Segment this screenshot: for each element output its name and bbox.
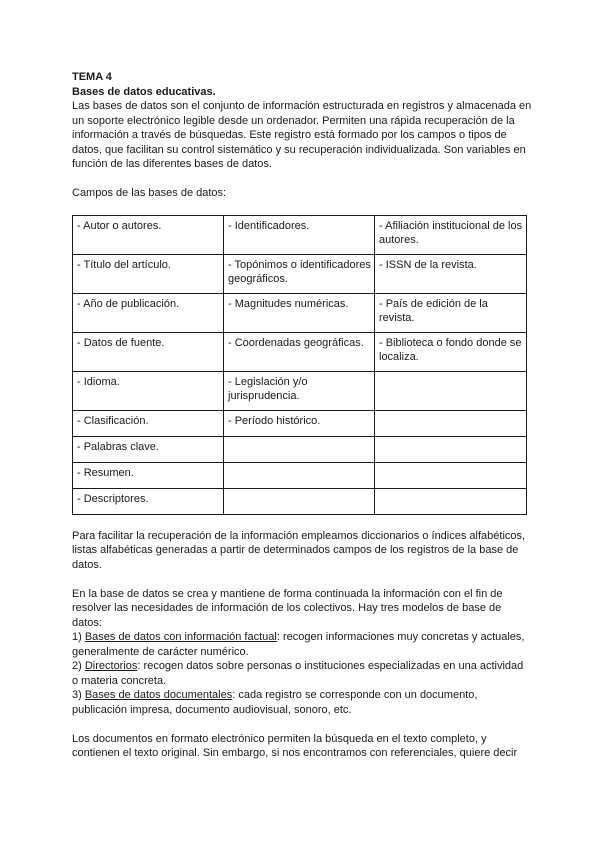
table-row — [73, 293, 527, 332]
table-row — [73, 436, 527, 462]
table-row — [73, 254, 527, 293]
fields-table — [72, 215, 527, 515]
model-name: Bases de datos documentales — [84, 689, 233, 701]
table-cell — [224, 436, 375, 462]
section-number: TEMA 4 — [72, 71, 112, 83]
intro-paragraph: Las bases de datos son el conjunto de información estructurada en registros y almacenada en un soporte electrónico legible desde un ordenador. Permiten una rápida recuperación de la información a través de búsquedas. Este registro está formado por los campos o tipos de datos, que facilitan su control sistemático y su recuperación individualizada. Son variables en función de las diferentes bases de datos. — [72, 100, 532, 170]
table-cell — [375, 371, 527, 410]
table-cell — [224, 488, 375, 514]
model-name: Directorios — [84, 660, 138, 672]
table-cell — [375, 488, 527, 514]
table-cell: - Período histórico. — [224, 410, 375, 436]
table-cell: - ISSN de la revista. — [375, 254, 527, 293]
table-cell — [375, 462, 527, 488]
final-paragraph: Los documentos en formato electrónico permiten la búsqueda en el texto completo, y contienen el texto original. Sin embargo, si nos encontramos con referenciales, quiere decir — [72, 732, 518, 759]
model-description: : cada registro se corresponde con un documento, publicación impresa, documento audiovisual, sonoro, etc. — [72, 689, 478, 716]
table-cell: - Magnitudes numéricas. — [224, 293, 375, 332]
model-name: Bases de datos con información factual — [84, 631, 277, 643]
table-cell: - Título del artículo. — [73, 254, 224, 293]
table-cell: - Resumen. — [73, 462, 224, 488]
model-number: 3) — [72, 689, 82, 701]
model-item-directorios — [72, 659, 532, 688]
document-body — [72, 70, 532, 761]
table-row — [73, 462, 527, 488]
table-cell: - Autor o autores. — [73, 215, 224, 254]
table-cell: - Datos de fuente. — [73, 332, 224, 371]
table-cell — [224, 462, 375, 488]
model-number: 1) — [72, 631, 82, 643]
table-cell: - Biblioteca o fondo donde se localiza. — [375, 332, 527, 371]
model-description: : recogen datos sobre personas o instituciones especializadas en una actividad o materia concreta. — [72, 660, 524, 687]
table-row — [73, 410, 527, 436]
table-row — [73, 488, 527, 514]
table-cell: - Identificadores. — [224, 215, 375, 254]
fields-label: Campos de las bases de datos: — [72, 187, 227, 199]
table-cell: - Afiliación institucional de los autores. — [375, 215, 527, 254]
recovery-paragraph: Para facilitar la recuperación de la información empleamos diccionarios o índices alfabéticos, listas alfabéticas generadas a partir de determinados campos de los registros de la base de datos. — [72, 529, 526, 571]
table-cell: - Coordenadas geográficas. — [224, 332, 375, 371]
table-row — [73, 371, 527, 410]
model-item-documentales — [72, 688, 532, 717]
models-paragraph: En la base de datos se crea y mantiene de forma continuada la información con el fin de resolver las necesidades de información de los colectivos. Hay tres modelos de base de datos: — [72, 587, 503, 629]
model-description: : recogen informaciones muy concretas y actuales, generalmente de carácter numérico. — [72, 631, 525, 658]
table-cell: - Clasificación. — [73, 410, 224, 436]
model-number: 2) — [72, 660, 82, 672]
section-title: Bases de datos educativas. — [72, 85, 216, 98]
table-cell: - Legislación y/o jurisprudencia. — [224, 371, 375, 410]
table-cell: - Año de publicación. — [73, 293, 224, 332]
table-cell: - Descriptores. — [73, 488, 224, 514]
table-cell: - País de edición de la revista. — [375, 293, 527, 332]
table-row — [73, 332, 527, 371]
table-cell: - Palabras clave. — [73, 436, 224, 462]
table-row — [73, 215, 527, 254]
table-cell: - Topónimos o identificadores geográficos. — [224, 254, 375, 293]
table-cell: - Idioma. — [73, 371, 224, 410]
table-cell — [375, 410, 527, 436]
model-item-factual — [72, 630, 532, 659]
table-cell — [375, 436, 527, 462]
